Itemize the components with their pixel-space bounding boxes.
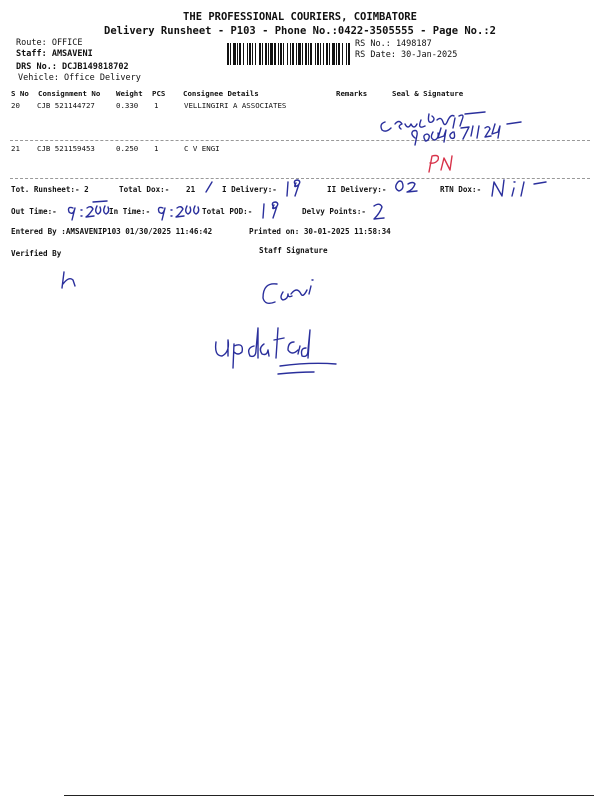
- handwritten-total-pod: [258, 198, 288, 222]
- entered-by: Entered By :AMSAVENIP103 01/30/2025 11:46:42: [11, 227, 213, 236]
- barcode-bar: [329, 43, 330, 65]
- handwritten-in-time: [153, 198, 203, 222]
- row1-sno: 20: [11, 101, 20, 110]
- col-weight: Weight: [116, 89, 143, 98]
- company-title: THE PROFESSIONAL COURIERS, COIMBATORE: [183, 11, 417, 23]
- barcode-bar: [310, 43, 312, 65]
- vehicle-label: Vehicle: Office Delivery: [18, 73, 141, 83]
- out-time-label: Out Time:-: [11, 207, 57, 216]
- staff-signature-label: Staff Signature: [259, 246, 328, 255]
- row2-sno: 21: [11, 144, 20, 153]
- barcode-bar: [247, 43, 248, 65]
- handwritten-delvy-points: [370, 200, 390, 224]
- handwritten-signature: [375, 98, 555, 158]
- barcode-bar: [338, 43, 340, 65]
- barcode-bar: [270, 43, 273, 65]
- rtn-dox-label: RTN Dox:-: [440, 185, 482, 194]
- barcode-bar: [290, 43, 291, 65]
- barcode-bar: [315, 43, 316, 65]
- total-dox-label: Total Dox:-: [119, 185, 170, 194]
- row1-weight: 0.330: [116, 101, 139, 110]
- in-time-label: In Time:-: [109, 207, 151, 216]
- staff-label: Staff: AMSAVENI: [16, 49, 93, 59]
- barcode-bar: [326, 43, 328, 65]
- barcode-bar: [323, 43, 324, 65]
- barcode-bar: [252, 43, 253, 65]
- route-label: Route: OFFICE: [16, 38, 83, 48]
- col-remarks: Remarks: [336, 89, 368, 98]
- barcode-bar: [255, 43, 256, 65]
- staff-signature-mark: [255, 272, 325, 312]
- barcode-bar: [332, 43, 335, 65]
- barcode-bar: [348, 43, 350, 65]
- barcode-bar: [243, 43, 244, 65]
- row2-consignee: C V ENGI: [184, 144, 220, 153]
- barcode-bar: [308, 43, 309, 65]
- verified-mark: [58, 268, 88, 292]
- row1-pcs: 1: [154, 101, 159, 110]
- barcode-bar: [298, 43, 301, 65]
- barcode-bar: [336, 43, 337, 65]
- barcode-bar: [239, 43, 241, 65]
- barcode-bar: [320, 43, 321, 65]
- barcode-bar: [268, 43, 269, 65]
- ii-delivery-label: II Delivery:-: [327, 185, 387, 194]
- handwritten-i-delivery: [282, 176, 312, 198]
- rs-date: RS Date: 30-Jan-2025: [355, 50, 458, 60]
- handwritten-ii-delivery: [392, 176, 424, 198]
- barcode-bar: [292, 43, 294, 65]
- handwritten-initials: [425, 150, 465, 176]
- row1-consignee: VELLINGIRI A ASSOCIATES: [184, 101, 287, 110]
- barcode-bar: [259, 43, 261, 65]
- barcode-bar: [265, 43, 267, 65]
- barcode-bar: [296, 43, 297, 65]
- barcode-bar: [237, 43, 238, 65]
- barcode-bar: [287, 43, 288, 65]
- verified-by-label: Verified By: [11, 249, 62, 258]
- rs-number: RS No.: 1498187: [355, 39, 432, 49]
- barcode-bar: [249, 43, 251, 65]
- drs-number: DRS No.: DCJB149818702: [16, 62, 129, 72]
- barcode-bar: [317, 43, 319, 65]
- handwritten-out-time: [63, 198, 113, 222]
- barcode: [227, 43, 351, 65]
- pen-check-mark: [180, 178, 220, 198]
- printed-on: Printed on: 30-01-2025 11:58:34: [249, 227, 391, 236]
- total-dox-value: 21: [186, 185, 196, 194]
- row1-consignment: CJB 521144727: [37, 101, 95, 110]
- tot-runsheet: Tot. Runsheet:- 2: [11, 185, 89, 194]
- row2-weight: 0.250: [116, 144, 139, 153]
- runsheet-title: Delivery Runsheet - P103 - Phone No.:0422-3505555 - Page No.:2: [104, 25, 496, 37]
- row2-pcs: 1: [154, 144, 159, 153]
- handwritten-rtn-value: [488, 176, 550, 200]
- barcode-bar: [280, 43, 282, 65]
- barcode-bar: [302, 43, 303, 65]
- barcode-bar: [342, 43, 343, 65]
- col-consignee: Consignee Details: [183, 89, 259, 98]
- page-bottom-rule: [64, 795, 594, 796]
- barcode-bar: [262, 43, 263, 65]
- barcode-bar: [230, 43, 231, 65]
- barcode-graphic: [227, 43, 351, 65]
- total-pod-label: Total POD:-: [202, 207, 253, 216]
- i-delivery-label: I Delivery:-: [222, 185, 277, 194]
- barcode-bar: [227, 43, 229, 65]
- barcode-bar: [278, 43, 279, 65]
- col-consignment: Consignment No: [38, 89, 101, 98]
- barcode-bar: [305, 43, 307, 65]
- col-sno: S No: [11, 89, 29, 98]
- handwritten-updated: [208, 318, 358, 384]
- barcode-bar: [283, 43, 284, 65]
- barcode-bar: [233, 43, 236, 65]
- col-pcs: PCS: [152, 89, 166, 98]
- col-seal-signature: Seal & Signature: [392, 89, 464, 98]
- delvy-points-label: Delvy Points:-: [302, 207, 367, 216]
- row2-consignment: CJB 521159453: [37, 144, 95, 153]
- barcode-bar: [274, 43, 276, 65]
- barcode-bar: [346, 43, 347, 65]
